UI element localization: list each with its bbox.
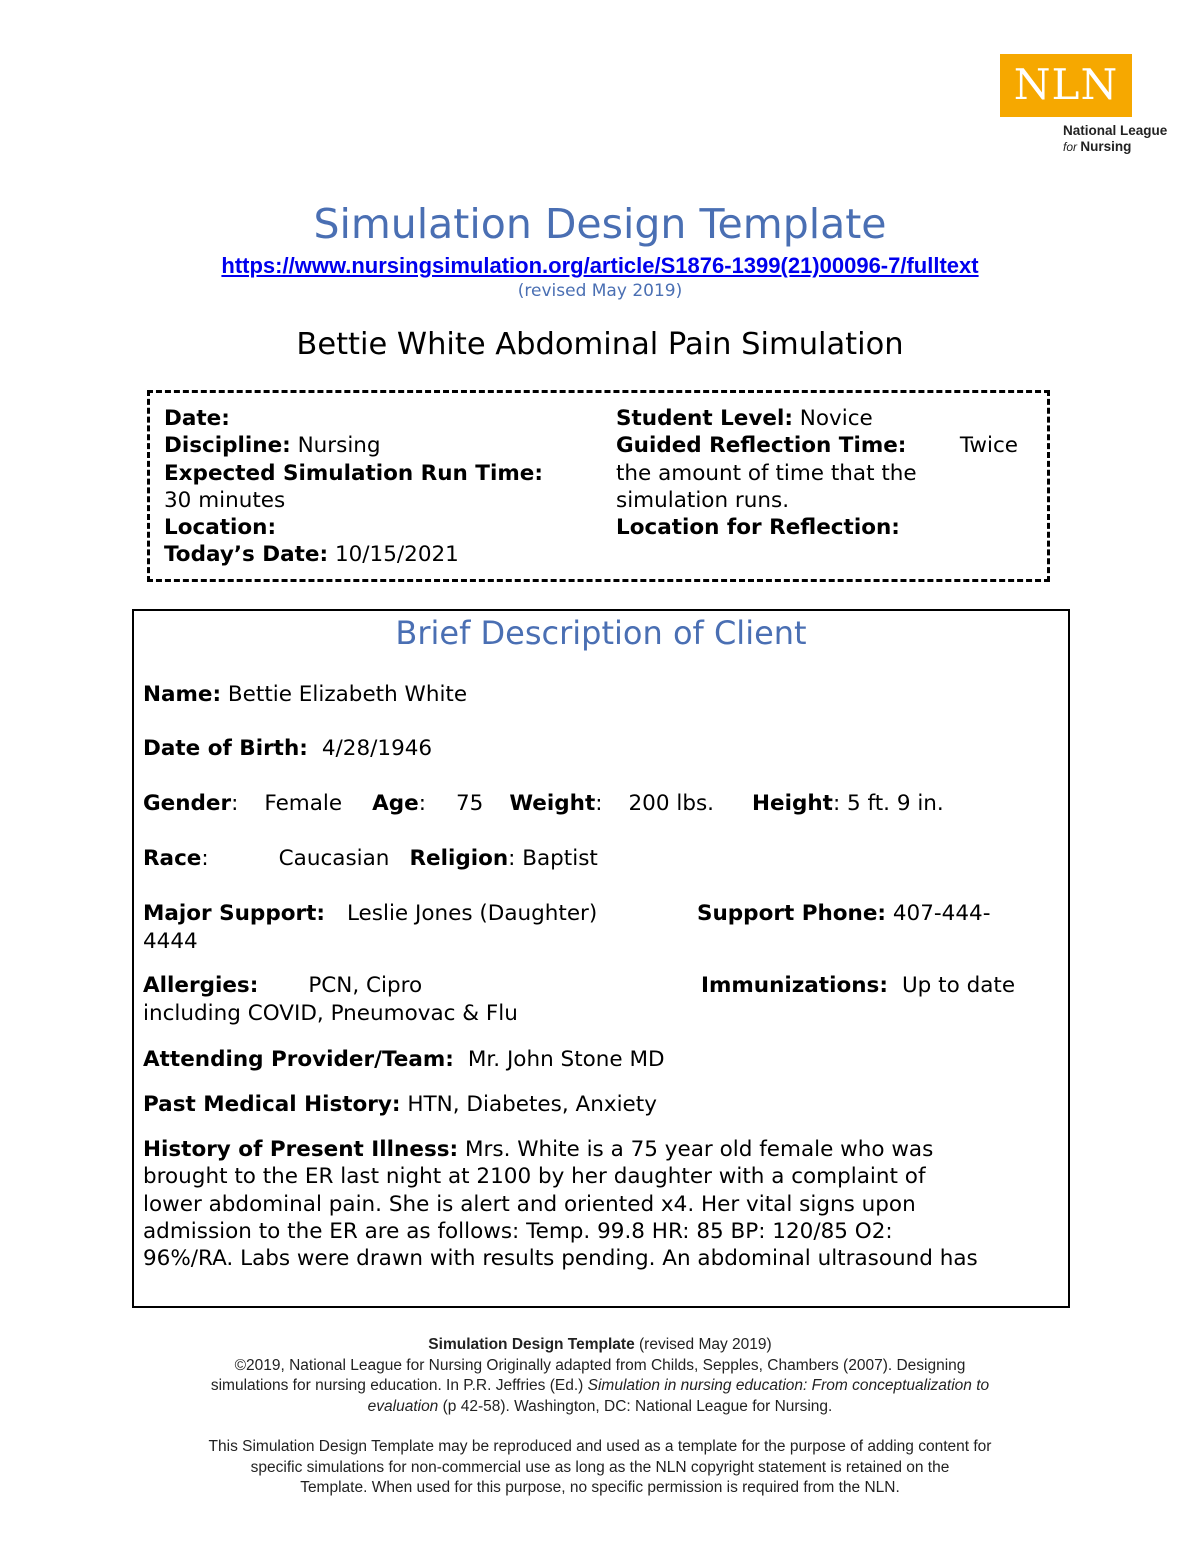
run-time-row	[164, 460, 594, 487]
todays-date-row	[164, 541, 594, 568]
location-row	[164, 514, 594, 541]
pmh-label: Past Medical History:	[143, 1092, 401, 1117]
dob-row	[143, 735, 1058, 763]
provider-value: Mr. John Stone MD	[467, 1047, 665, 1072]
todays-date-label: Today’s Date:	[164, 542, 329, 568]
support-phone-value: 407-444-	[886, 901, 991, 926]
race-row: Race: Caucasian Religion: Baptist	[143, 846, 598, 871]
height-label: Height	[752, 791, 833, 816]
support-phone-value-cont: 4444	[143, 928, 198, 954]
org-line-2-prefix: for	[1063, 140, 1078, 154]
dob-label: Date of Birth:	[143, 736, 308, 761]
org-line-2-word: Nursing	[1080, 139, 1132, 154]
immunizations-value: Up to date	[901, 973, 1016, 998]
reflection-time-label: Guided Reflection Time:	[616, 433, 907, 459]
allergies-label: Allergies:	[143, 973, 259, 998]
footer-title	[0, 1335, 1200, 1356]
student-level-row	[616, 405, 1036, 432]
nln-logo-mark: NLN	[1013, 60, 1119, 109]
nln-org-name	[1063, 123, 1167, 155]
info-right-column	[616, 405, 1036, 541]
hpi-text-1: Mrs. White is a 75 year old female who was	[458, 1137, 934, 1162]
reflection-location-label: Location for Reflection:	[616, 515, 900, 541]
age-value: 75	[456, 791, 484, 816]
simulation-name: Bettie White Abdominal Pain Simulation	[296, 327, 904, 362]
reflection-time-value: Twice	[959, 433, 1018, 459]
copyright-line-3-text: (p 42-58). Washington, DC: National League for Nursing.	[438, 1397, 833, 1415]
name-label: Name:	[143, 682, 222, 707]
article-link[interactable]: https://www.nursingsimulation.org/article/S1876-1399(21)00096-7/fulltext	[221, 253, 979, 278]
nln-logo	[1000, 54, 1132, 117]
race-value: Caucasian	[278, 846, 390, 871]
dob-value: 4/28/1946	[321, 736, 433, 761]
name-row	[143, 681, 1058, 709]
notice-line-1: This Simulation Design Template may be reproduced and used as a template for the purpose of adding content for	[208, 1438, 992, 1455]
allergies-value: PCN, Cipro	[308, 973, 423, 998]
demographics-row: Gender: Female Age: 75 Weight: 200 lbs. Height: 5 ft. 9 in.	[143, 791, 944, 816]
footer-notice	[0, 1437, 1200, 1499]
hpi-line-5: 96%/RA. Labs were drawn with results pending. An abdominal ultrasound has	[143, 1246, 978, 1272]
reflection-location-row	[616, 514, 1036, 541]
student-level-value: Novice	[792, 406, 873, 431]
client-section-title: Brief Description of Client	[395, 614, 807, 652]
notice-line-3: Template. When used for this purpose, no specific permission is required from the NLN.	[300, 1479, 900, 1496]
reflection-time-row	[616, 432, 1036, 459]
race-label: Race	[143, 846, 202, 871]
gender-label: Gender	[143, 791, 232, 816]
student-level-label: Student Level:	[616, 406, 793, 431]
name-value: Bettie Elizabeth White	[221, 682, 468, 707]
support-row	[143, 900, 1058, 955]
allergies-row	[143, 972, 1058, 1027]
hpi-line-4: admission to the ER are as follows: Temp. 99.8 HR: 85 BP: 120/85 O2:	[143, 1218, 893, 1244]
run-time-value: 30 minutes	[164, 487, 286, 513]
notice-line-2: specific simulations for non-commercial use as long as the NLN copyright statement is retained on the	[250, 1458, 950, 1476]
support-phone-label: Support Phone:	[697, 901, 887, 926]
copyright-line-2-italic: Simulation in nursing education: From conceptualization to	[587, 1377, 990, 1394]
weight-value: 200 lbs.	[628, 791, 715, 816]
revision-note: (revised May 2019)	[517, 281, 683, 301]
copyright-line-2	[0, 1376, 1200, 1397]
hpi-block	[143, 1136, 1058, 1272]
pmh-row	[143, 1091, 1058, 1119]
date-label: Date:	[164, 406, 230, 431]
footer-title-rest: (revised May 2019)	[634, 1336, 772, 1353]
support-label: Major Support:	[143, 901, 325, 926]
location-label: Location:	[164, 515, 277, 541]
hpi-line-1	[143, 1136, 1058, 1163]
info-left-column	[164, 405, 594, 569]
todays-date-value: 10/15/2021	[328, 542, 459, 568]
run-time-label: Expected Simulation Run Time:	[164, 460, 543, 486]
religion-label: Religion	[409, 846, 509, 871]
immunizations-label: Immunizations:	[701, 973, 888, 998]
discipline-row	[164, 432, 594, 459]
provider-row	[143, 1046, 1058, 1074]
pmh-value: HTN, Diabetes, Anxiety	[400, 1092, 657, 1117]
org-line-2	[1063, 139, 1167, 155]
discipline-value: Nursing	[290, 433, 381, 459]
hpi-line-3: lower abdominal pain. She is alert and oriented x4. Her vital signs upon	[143, 1191, 916, 1217]
religion-value: : Baptist	[508, 846, 598, 871]
hpi-label: History of Present Illness:	[143, 1137, 459, 1162]
date-row	[164, 405, 594, 432]
copyright-line-3-italic: evaluation	[367, 1397, 439, 1415]
support-value: Leslie Jones (Daughter)	[346, 901, 598, 926]
height-value: : 5 ft. 9 in.	[832, 791, 944, 816]
weight-label: Weight	[509, 791, 596, 816]
copyright-line-1: ©2019, National League for Nursing Originally adapted from Childs, Sepples, Chambers (2007). Designing	[234, 1356, 966, 1374]
footer-title-bold: Simulation Design Template	[428, 1336, 635, 1353]
org-line-1: National League	[1063, 123, 1168, 138]
reflection-time-line-2: the amount of time that the	[616, 460, 917, 486]
hpi-line-2: brought to the ER last night at 2100 by her daughter with a complaint of	[143, 1164, 926, 1190]
footer-citation	[0, 1335, 1200, 1417]
page-title: Simulation Design Template	[313, 200, 887, 248]
discipline-label: Discipline:	[164, 433, 291, 459]
gender-value: Female	[264, 791, 343, 816]
immunizations-value-cont: including COVID, Pneumovac & Flu	[143, 1000, 518, 1026]
reflection-time-line-3: simulation runs.	[616, 487, 790, 513]
provider-label: Attending Provider/Team:	[143, 1047, 454, 1072]
copyright-line-3	[0, 1397, 1200, 1418]
copyright-line-2-text: simulations for nursing education. In P.R. Jeffries (Ed.)	[210, 1377, 588, 1394]
age-label: Age	[372, 791, 419, 816]
